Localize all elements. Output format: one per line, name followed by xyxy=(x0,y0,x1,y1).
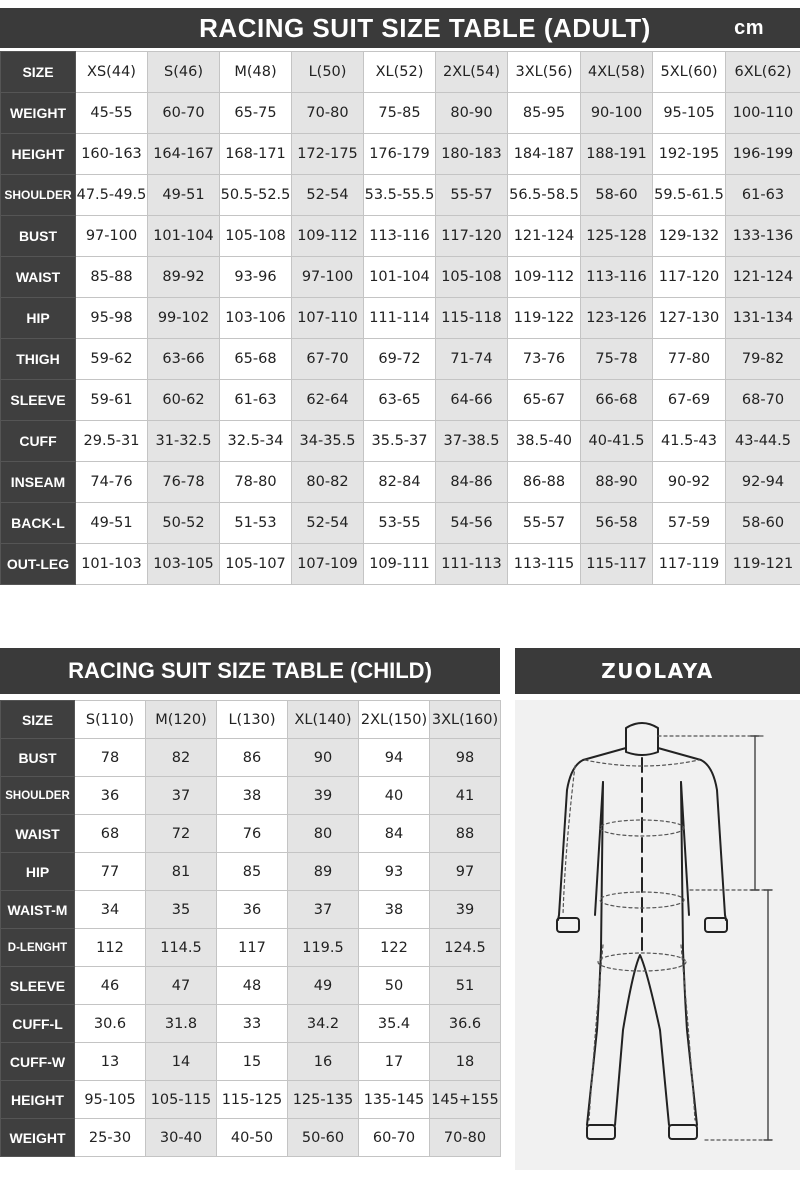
child-table-cell: 36.6 xyxy=(430,1005,501,1043)
adult-table-cell: 101-104 xyxy=(148,216,220,257)
child-table-cell: 119.5 xyxy=(288,929,359,967)
adult-table-cell: 29.5-31 xyxy=(76,421,148,462)
child-table-cell: 48 xyxy=(217,967,288,1005)
child-table-cell: 76 xyxy=(217,815,288,853)
adult-table-cell: 32.5-34 xyxy=(220,421,292,462)
adult-table-cell: 74-76 xyxy=(76,462,148,503)
adult-table-title: RACING SUIT SIZE TABLE (ADULT) xyxy=(199,12,651,43)
adult-table-cell: 92-94 xyxy=(726,462,800,503)
adult-table-cell: 61-63 xyxy=(726,175,800,216)
adult-table-cell: 160-163 xyxy=(76,134,148,175)
adult-table-cell: 125-128 xyxy=(581,216,653,257)
adult-table-cell: 56-58 xyxy=(581,503,653,544)
adult-table-cell: 107-110 xyxy=(292,298,364,339)
adult-row-thigh xyxy=(1,339,800,380)
adult-table-cell: 184-187 xyxy=(508,134,581,175)
adult-table-cell: 105-108 xyxy=(436,257,508,298)
child-row-hip xyxy=(1,853,501,891)
child-table-cell: 72 xyxy=(146,815,217,853)
adult-table-cell: 38.5-40 xyxy=(508,421,581,462)
adult-table-cell: 50-52 xyxy=(148,503,220,544)
adult-table-cell: 60-62 xyxy=(148,380,220,421)
child-table-cell: 95-105 xyxy=(75,1081,146,1119)
adult-table-cell: 31-32.5 xyxy=(148,421,220,462)
child-table-cell: 117 xyxy=(217,929,288,967)
child-table-cell: 36 xyxy=(75,777,146,815)
child-table-cell: 15 xyxy=(217,1043,288,1081)
adult-table-cell: 101-104 xyxy=(364,257,436,298)
adult-table-cell: 133-136 xyxy=(726,216,800,257)
adult-table-cell: 121-124 xyxy=(726,257,800,298)
child-table-cell: 40 xyxy=(359,777,430,815)
adult-table-cell: 89-92 xyxy=(148,257,220,298)
adult-table-cell: 82-84 xyxy=(364,462,436,503)
adult-table-cell: 109-112 xyxy=(292,216,364,257)
adult-table-cell: 66-68 xyxy=(581,380,653,421)
adult-table-cell: 111-113 xyxy=(436,544,508,585)
adult-table-cell: 192-195 xyxy=(653,134,726,175)
child-table-cell: 122 xyxy=(359,929,430,967)
adult-table-cell: 40-41.5 xyxy=(581,421,653,462)
child-table-cell: 37 xyxy=(288,891,359,929)
adult-row-label: CUFF xyxy=(1,421,76,462)
adult-table-cell: 45-55 xyxy=(76,93,148,134)
child-table-cell: 145+155 xyxy=(430,1081,501,1119)
adult-size-4xl-58: 4XL(58) xyxy=(581,52,653,93)
child-table-cell: 25-30 xyxy=(75,1119,146,1157)
brand-bar xyxy=(515,648,800,694)
child-table-cell: 39 xyxy=(430,891,501,929)
adult-table-cell: 97-100 xyxy=(292,257,364,298)
adult-table-cell: 119-121 xyxy=(726,544,800,585)
adult-table-cell: 117-120 xyxy=(436,216,508,257)
adult-table-cell: 67-70 xyxy=(292,339,364,380)
adult-row-inseam xyxy=(1,462,800,503)
adult-table-cell: 64-66 xyxy=(436,380,508,421)
adult-table-cell: 168-171 xyxy=(220,134,292,175)
child-row-label: WAIST xyxy=(1,815,75,853)
child-table-cell: 77 xyxy=(75,853,146,891)
adult-table-cell: 53.5-55.5 xyxy=(364,175,436,216)
child-row-label: WAIST-M xyxy=(1,891,75,929)
child-row-label: CUFF-W xyxy=(1,1043,75,1081)
adult-table-cell: 113-116 xyxy=(581,257,653,298)
adult-row-sleeve xyxy=(1,380,800,421)
adult-table-cell: 75-85 xyxy=(364,93,436,134)
child-table-cell: 17 xyxy=(359,1043,430,1081)
child-table-cell: 68 xyxy=(75,815,146,853)
child-table-cell: 13 xyxy=(75,1043,146,1081)
child-table-cell: 93 xyxy=(359,853,430,891)
child-table-cell: 18 xyxy=(430,1043,501,1081)
child-table-cell: 39 xyxy=(288,777,359,815)
adult-row-label: HIP xyxy=(1,298,76,339)
adult-table-cell: 65-68 xyxy=(220,339,292,380)
adult-table-cell: 59-62 xyxy=(76,339,148,380)
adult-table-cell: 52-54 xyxy=(292,503,364,544)
adult-table-cell: 95-98 xyxy=(76,298,148,339)
adult-table-cell: 68-70 xyxy=(726,380,800,421)
adult-table-cell: 50.5-52.5 xyxy=(220,175,292,216)
adult-table-cell: 60-70 xyxy=(148,93,220,134)
child-table-cell: 98 xyxy=(430,739,501,777)
adult-table-cell: 85-88 xyxy=(76,257,148,298)
adult-table-cell: 127-130 xyxy=(653,298,726,339)
racing-suit-outline-icon xyxy=(515,700,800,1170)
adult-table-cell: 111-114 xyxy=(364,298,436,339)
adult-table-cell: 121-124 xyxy=(508,216,581,257)
child-table-cell: 115-125 xyxy=(217,1081,288,1119)
adult-row-cuff xyxy=(1,421,800,462)
adult-table-cell: 107-109 xyxy=(292,544,364,585)
adult-row-weight xyxy=(1,93,800,134)
child-row-label: HEIGHT xyxy=(1,1081,75,1119)
adult-table-cell: 51-53 xyxy=(220,503,292,544)
adult-table-cell: 113-115 xyxy=(508,544,581,585)
child-row-waist xyxy=(1,815,501,853)
adult-table-cell: 95-105 xyxy=(653,93,726,134)
child-size-m-120: M(120) xyxy=(146,701,217,739)
child-table-cell: 81 xyxy=(146,853,217,891)
child-table-cell: 41 xyxy=(430,777,501,815)
adult-table-cell: 93-96 xyxy=(220,257,292,298)
child-row-waist-m xyxy=(1,891,501,929)
adult-table-cell: 73-76 xyxy=(508,339,581,380)
adult-table-cell: 129-132 xyxy=(653,216,726,257)
adult-table-cell: 49-51 xyxy=(148,175,220,216)
adult-table-cell: 63-65 xyxy=(364,380,436,421)
adult-table-cell: 37-38.5 xyxy=(436,421,508,462)
adult-table-cell: 69-72 xyxy=(364,339,436,380)
adult-table-cell: 57-59 xyxy=(653,503,726,544)
adult-table-cell: 105-107 xyxy=(220,544,292,585)
adult-table-cell: 49-51 xyxy=(76,503,148,544)
child-table-cell: 51 xyxy=(430,967,501,1005)
child-row-label: WEIGHT xyxy=(1,1119,75,1157)
child-row-bust xyxy=(1,739,501,777)
adult-table-cell: 84-86 xyxy=(436,462,508,503)
adult-row-waist xyxy=(1,257,800,298)
child-table-cell: 125-135 xyxy=(288,1081,359,1119)
child-size-xl-140: XL(140) xyxy=(288,701,359,739)
adult-table-cell: 117-119 xyxy=(653,544,726,585)
child-table-cell: 34 xyxy=(75,891,146,929)
child-table-title-bar xyxy=(0,648,500,694)
child-table-title: RACING SUIT SIZE TABLE (CHILD) xyxy=(68,658,432,683)
adult-size-2xl-54: 2XL(54) xyxy=(436,52,508,93)
child-table-cell: 90 xyxy=(288,739,359,777)
adult-table-cell: 119-122 xyxy=(508,298,581,339)
adult-row-label: HEIGHT xyxy=(1,134,76,175)
adult-row-label: BUST xyxy=(1,216,76,257)
child-table-cell: 30-40 xyxy=(146,1119,217,1157)
adult-table-cell: 99-102 xyxy=(148,298,220,339)
child-row-label: CUFF-L xyxy=(1,1005,75,1043)
child-table-cell: 105-115 xyxy=(146,1081,217,1119)
child-table-cell: 88 xyxy=(430,815,501,853)
adult-table-cell: 56.5-58.5 xyxy=(508,175,581,216)
adult-table-cell: 86-88 xyxy=(508,462,581,503)
child-table-cell: 50-60 xyxy=(288,1119,359,1157)
adult-table-cell: 71-74 xyxy=(436,339,508,380)
child-table-cell: 70-80 xyxy=(430,1119,501,1157)
adult-size-3xl-56: 3XL(56) xyxy=(508,52,581,93)
child-table-cell: 34.2 xyxy=(288,1005,359,1043)
adult-row-label: THIGH xyxy=(1,339,76,380)
adult-table-cell: 47.5-49.5 xyxy=(76,175,148,216)
adult-table-cell: 77-80 xyxy=(653,339,726,380)
adult-table-cell: 65-67 xyxy=(508,380,581,421)
child-table-cell: 46 xyxy=(75,967,146,1005)
adult-table-cell: 85-95 xyxy=(508,93,581,134)
adult-table-cell: 172-175 xyxy=(292,134,364,175)
child-row-d-lenght xyxy=(1,929,501,967)
adult-size-m-48: M(48) xyxy=(220,52,292,93)
adult-table-cell: 65-75 xyxy=(220,93,292,134)
adult-table-cell: 90-100 xyxy=(581,93,653,134)
adult-size-5xl-60: 5XL(60) xyxy=(653,52,726,93)
child-table-cell: 35.4 xyxy=(359,1005,430,1043)
adult-table-cell: 103-105 xyxy=(148,544,220,585)
child-table-cell: 80 xyxy=(288,815,359,853)
child-row-shoulder xyxy=(1,777,501,815)
adult-table-cell: 103-106 xyxy=(220,298,292,339)
adult-table-cell: 88-90 xyxy=(581,462,653,503)
child-row-height xyxy=(1,1081,501,1119)
child-table-cell: 135-145 xyxy=(359,1081,430,1119)
child-row-label: D-LENGHT xyxy=(1,929,75,967)
adult-table-cell: 113-116 xyxy=(364,216,436,257)
adult-table-cell: 117-120 xyxy=(653,257,726,298)
adult-table-cell: 131-134 xyxy=(726,298,800,339)
adult-size-6xl-62: 6XL(62) xyxy=(726,52,800,93)
child-row-label: BUST xyxy=(1,739,75,777)
adult-table-cell: 52-54 xyxy=(292,175,364,216)
adult-table-cell: 58-60 xyxy=(726,503,800,544)
adult-table-cell: 34-35.5 xyxy=(292,421,364,462)
child-table-cell: 37 xyxy=(146,777,217,815)
brand-name: ZUOLAYA xyxy=(601,659,714,683)
adult-table-cell: 62-64 xyxy=(292,380,364,421)
adult-size-l-50: L(50) xyxy=(292,52,364,93)
adult-table-title-bar xyxy=(0,8,800,48)
child-row-weight xyxy=(1,1119,501,1157)
adult-row-label: BACK-L xyxy=(1,503,76,544)
child-row-label: SLEEVE xyxy=(1,967,75,1005)
child-table-cell: 38 xyxy=(217,777,288,815)
child-table-cell: 60-70 xyxy=(359,1119,430,1157)
unit-label: cm xyxy=(734,16,764,39)
child-table-cell: 49 xyxy=(288,967,359,1005)
child-size-l-130: L(130) xyxy=(217,701,288,739)
adult-table-cell: 55-57 xyxy=(436,175,508,216)
adult-row-label: OUT-LEG xyxy=(1,544,76,585)
child-size-2xl-150: 2XL(150) xyxy=(359,701,430,739)
adult-row-shoulder xyxy=(1,175,800,216)
adult-table-cell: 188-191 xyxy=(581,134,653,175)
child-row-label: HIP xyxy=(1,853,75,891)
adult-row-label: SLEEVE xyxy=(1,380,76,421)
adult-size-xl-52: XL(52) xyxy=(364,52,436,93)
adult-row-bust xyxy=(1,216,800,257)
adult-table-cell: 59.5-61.5 xyxy=(653,175,726,216)
adult-size-xs-44: XS(44) xyxy=(76,52,148,93)
adult-table-cell: 97-100 xyxy=(76,216,148,257)
child-table-cell: 33 xyxy=(217,1005,288,1043)
adult-size-s-46: S(46) xyxy=(148,52,220,93)
child-size-header-label: SIZE xyxy=(1,701,75,739)
adult-row-label: WAIST xyxy=(1,257,76,298)
adult-size-table xyxy=(0,51,800,585)
adult-table-cell: 123-126 xyxy=(581,298,653,339)
adult-table-cell: 80-82 xyxy=(292,462,364,503)
child-table-cell: 124.5 xyxy=(430,929,501,967)
child-row-sleeve xyxy=(1,967,501,1005)
adult-row-label: INSEAM xyxy=(1,462,76,503)
child-row-cuff-w xyxy=(1,1043,501,1081)
child-size-header-row xyxy=(1,701,501,739)
adult-table-cell: 115-117 xyxy=(581,544,653,585)
child-table-cell: 40-50 xyxy=(217,1119,288,1157)
adult-table-cell: 176-179 xyxy=(364,134,436,175)
suit-diagram-panel xyxy=(515,700,800,1170)
adult-table-cell: 109-112 xyxy=(508,257,581,298)
adult-table-cell: 35.5-37 xyxy=(364,421,436,462)
adult-table-cell: 100-110 xyxy=(726,93,800,134)
adult-row-out-leg xyxy=(1,544,800,585)
child-table-cell: 94 xyxy=(359,739,430,777)
child-table-cell: 36 xyxy=(217,891,288,929)
adult-row-label: SHOULDER xyxy=(1,175,76,216)
adult-table-cell: 53-55 xyxy=(364,503,436,544)
adult-table-cell: 54-56 xyxy=(436,503,508,544)
adult-table-cell: 67-69 xyxy=(653,380,726,421)
child-table-cell: 114.5 xyxy=(146,929,217,967)
adult-table-cell: 63-66 xyxy=(148,339,220,380)
adult-row-label: WEIGHT xyxy=(1,93,76,134)
adult-table-cell: 109-111 xyxy=(364,544,436,585)
child-table-cell: 82 xyxy=(146,739,217,777)
adult-table-cell: 101-103 xyxy=(76,544,148,585)
adult-table-cell: 90-92 xyxy=(653,462,726,503)
adult-table-cell: 115-118 xyxy=(436,298,508,339)
adult-table-cell: 105-108 xyxy=(220,216,292,257)
adult-table-cell: 55-57 xyxy=(508,503,581,544)
adult-size-header-row xyxy=(1,52,800,93)
child-table-cell: 97 xyxy=(430,853,501,891)
adult-row-back-l xyxy=(1,503,800,544)
adult-table-cell: 78-80 xyxy=(220,462,292,503)
adult-table-cell: 59-61 xyxy=(76,380,148,421)
adult-table-cell: 70-80 xyxy=(292,93,364,134)
child-row-label: SHOULDER xyxy=(1,777,75,815)
adult-table-cell: 41.5-43 xyxy=(653,421,726,462)
child-table-cell: 31.8 xyxy=(146,1005,217,1043)
child-table-cell: 84 xyxy=(359,815,430,853)
child-table-cell: 89 xyxy=(288,853,359,891)
child-table-cell: 86 xyxy=(217,739,288,777)
child-table-cell: 35 xyxy=(146,891,217,929)
adult-table-cell: 79-82 xyxy=(726,339,800,380)
adult-table-cell: 80-90 xyxy=(436,93,508,134)
adult-table-cell: 196-199 xyxy=(726,134,800,175)
adult-row-height xyxy=(1,134,800,175)
child-table-cell: 78 xyxy=(75,739,146,777)
adult-table-cell: 180-183 xyxy=(436,134,508,175)
child-table-cell: 47 xyxy=(146,967,217,1005)
child-table-cell: 38 xyxy=(359,891,430,929)
adult-table-cell: 43-44.5 xyxy=(726,421,800,462)
child-table-cell: 112 xyxy=(75,929,146,967)
child-size-3xl-160: 3XL(160) xyxy=(430,701,501,739)
adult-table-cell: 75-78 xyxy=(581,339,653,380)
adult-row-hip xyxy=(1,298,800,339)
adult-size-header-label: SIZE xyxy=(1,52,76,93)
child-size-s-110: S(110) xyxy=(75,701,146,739)
child-row-cuff-l xyxy=(1,1005,501,1043)
adult-table-cell: 76-78 xyxy=(148,462,220,503)
adult-table-cell: 164-167 xyxy=(148,134,220,175)
child-table-cell: 30.6 xyxy=(75,1005,146,1043)
child-table-cell: 50 xyxy=(359,967,430,1005)
child-table-cell: 85 xyxy=(217,853,288,891)
adult-table-cell: 58-60 xyxy=(581,175,653,216)
child-size-table xyxy=(0,700,501,1157)
child-table-cell: 16 xyxy=(288,1043,359,1081)
child-table-cell: 14 xyxy=(146,1043,217,1081)
adult-table-cell: 61-63 xyxy=(220,380,292,421)
